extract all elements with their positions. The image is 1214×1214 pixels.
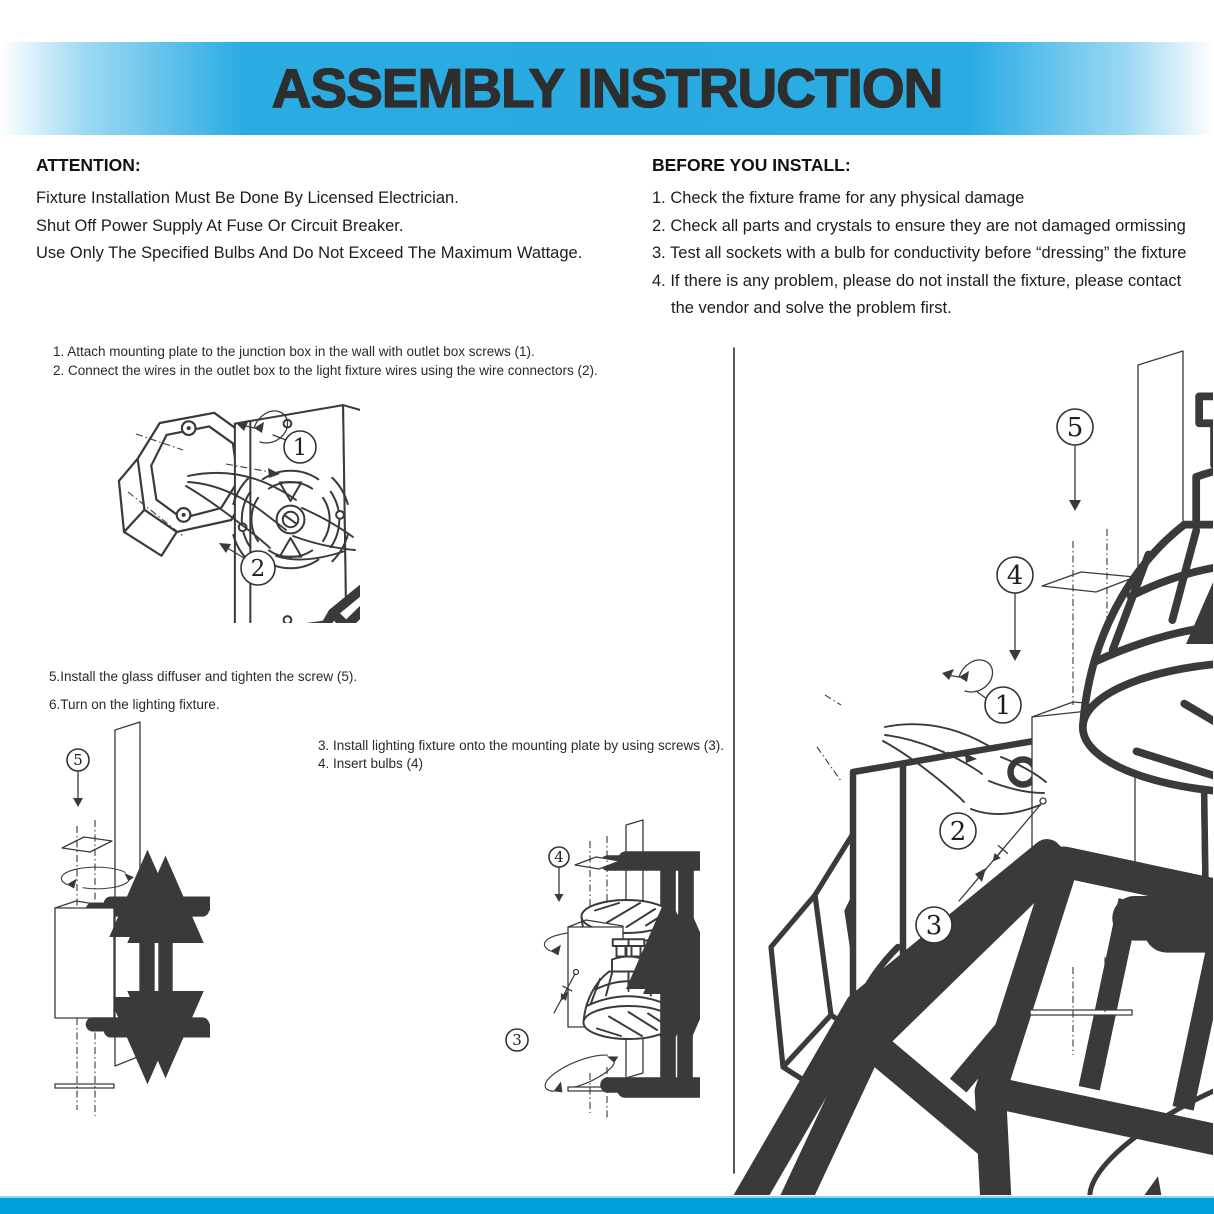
callout-2-arrow (219, 543, 231, 553)
callout-2 (241, 551, 275, 585)
steps-3-4-caption (318, 737, 738, 772)
step-3-text: 3. Install lighting fixture onto the mounting plate by using screws (3). (318, 738, 724, 753)
screw-hole-dot (1040, 798, 1046, 804)
press-arrow-head (73, 798, 83, 807)
svg-text:1: 1 (994, 691, 1012, 721)
callout-3 (506, 1029, 528, 1051)
callout-1 (985, 687, 1021, 723)
screw-guide-lines (77, 820, 95, 906)
step-5-text: 5.Install the glass diffuser and tighten the screw (5). (49, 669, 358, 684)
callout-3 (916, 907, 952, 943)
fixture-body (55, 901, 114, 1018)
svg-text:2: 2 (949, 817, 967, 847)
screw-hole-dot (574, 970, 579, 975)
bottom-trim-plate (55, 1084, 114, 1088)
svg-text:2: 2 (250, 556, 266, 582)
svg-text:5: 5 (73, 751, 83, 769)
callout-2 (940, 813, 976, 849)
screw-guide-lines (77, 1018, 95, 1116)
before-install-item: 3. Test all sockets with a bulb for conductivity before “dressing” the fixture (652, 244, 1187, 262)
step-1-text: 1. Attach mounting plate to the junction box in the wall with outlet box screws (1). (53, 344, 535, 359)
callout-5 (67, 749, 89, 771)
callout-1 (284, 431, 316, 463)
screw-guide-lines (590, 1067, 607, 1118)
bottom-trim-plate (1030, 1010, 1132, 1015)
diagram-mounting-plate-wiring (40, 388, 360, 623)
press-arrow-head (1069, 500, 1081, 511)
diagram-bulb-install-small (490, 815, 700, 1145)
junction-box-drawing (119, 413, 252, 556)
rotate-arrow (942, 660, 993, 699)
press-arrow-head (555, 894, 564, 902)
alignment-dash-lines (817, 695, 841, 781)
attention-section (36, 155, 626, 268)
diagram-diffuser-install (30, 718, 210, 1158)
svg-text:3: 3 (925, 911, 943, 941)
attention-line: Fixture Installation Must Be Done By Licensed Electrician. (36, 189, 459, 207)
steps-1-2-caption (53, 343, 653, 380)
attention-line: Shut Off Power Supply At Fuse Or Circuit Breaker. (36, 216, 404, 235)
header-band (0, 42, 1214, 135)
svg-text:4: 4 (554, 848, 564, 866)
callout-4 (997, 557, 1033, 593)
steps-5-6-caption (49, 663, 469, 719)
press-arrow-head (1009, 650, 1021, 661)
glass-diffuser-plate (1042, 572, 1135, 592)
svg-text:3: 3 (512, 1031, 522, 1049)
svg-text:5: 5 (1066, 413, 1084, 443)
callout-5 (1057, 409, 1093, 445)
footer-band (0, 1196, 1214, 1214)
step-2-text: 2. Connect the wires in the outlet box to the light fixture wires using the wire connectors (2). (53, 362, 598, 378)
page-title: ASSEMBLY INSTRUCTION (271, 57, 943, 119)
before-install-section (652, 155, 1204, 323)
attention-heading: ATTENTION: (36, 155, 141, 175)
before-install-item: 1. Check the fixture frame for any physical damage (652, 189, 1025, 207)
attention-line: Use Only The Specified Bulbs And Do Not Exceed The Maximum Wattage. (36, 244, 583, 262)
before-install-item: 2. Check all parts and crystals to ensure they are not damaged ormissing (652, 216, 1186, 235)
glass-diffuser-plate (62, 837, 112, 852)
svg-text:1: 1 (292, 435, 308, 461)
callout-4 (549, 847, 569, 867)
step-4-text: 4. Insert bulbs (4) (318, 755, 424, 771)
diagram-full-exploded-view (733, 345, 1213, 1195)
step-6-text: 6.Turn on the lighting fixture. (49, 697, 220, 712)
before-install-heading: BEFORE YOU INSTALL: (652, 155, 851, 175)
svg-text:4: 4 (1006, 561, 1024, 591)
before-install-item: 4. If there is any problem, please do not install the fixture, please contact the vendor and solve the problem first. (652, 271, 1182, 317)
